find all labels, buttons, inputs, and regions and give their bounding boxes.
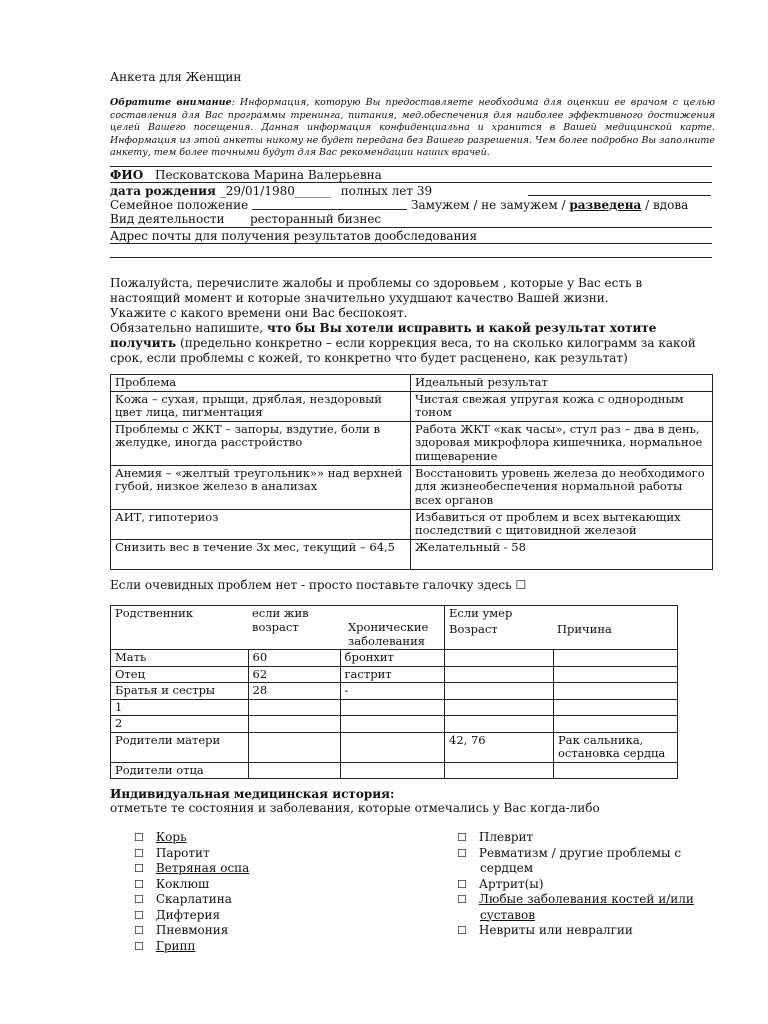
cause-cell[interactable] [554,650,678,667]
age-value[interactable]: 39 [416,184,433,198]
history-item[interactable] [134,830,249,846]
cause-cell[interactable] [554,683,678,700]
age-cell[interactable] [248,762,340,779]
intro-text: (предельно конкретно – если коррекция веса, то на сколько килограмм за какой [176,336,696,350]
family-underline [252,209,407,210]
history-label: Любые заболевания костей и/или [478,892,694,906]
table-row [111,421,713,465]
result-cell[interactable]: Избавиться от проблем и всех вытекающих последствий с щитовидной железой [411,509,713,539]
dead-age-cell[interactable] [445,716,554,733]
checkbox-icon[interactable]: ☐ [457,877,467,891]
dead-age-cell[interactable] [445,762,554,779]
intro-bold: что бы Вы хотели исправить и какой результат хотите [266,321,657,335]
dead-age-cell[interactable] [445,666,554,683]
checkbox-icon[interactable]: ☐ [134,862,144,875]
problem-cell[interactable]: Снизить вес в течение 3х мес, текущий – 64,5 [111,539,411,569]
result-cell[interactable]: Чистая свежая упругая кожа с однородным тоном [411,391,713,421]
dead-age-cell[interactable] [445,699,554,716]
history-label: Коклюш [155,876,210,891]
header-age: возраст [252,619,299,634]
history-list-right [457,830,694,939]
problem-cell[interactable]: Анемия – «желтый треугольник»» над верхней губой, низкое железо в анализах [111,465,411,509]
result-cell[interactable]: Желательный - 58 [411,539,713,569]
checkbox-icon[interactable]: ☐ [134,846,144,860]
relative-cell: 2 [111,716,249,733]
result-cell[interactable]: Восстановить уровень железа до необходимого для жизнеобеспечения нормальной работы всех органов [411,465,713,509]
checkbox-icon[interactable]: ☐ [134,939,144,953]
table-row [111,539,713,569]
age-cell[interactable]: 62 [248,666,340,683]
table-row [111,699,678,716]
table-row [111,465,713,509]
chronic-cell[interactable] [340,762,444,779]
checkbox-icon[interactable]: ☐ [134,908,144,922]
intro-line: Укажите с какого времени они Вас беспокоят. [110,306,408,320]
history-label: сердцем [480,861,534,875]
checkbox-icon[interactable]: ☐ [457,831,467,844]
dob-row [110,184,432,198]
history-title [110,787,394,801]
fio-row [110,168,382,182]
checkbox-icon[interactable]: ☐ [134,893,144,906]
divider [110,243,712,244]
history-item[interactable] [134,846,249,862]
header-alive-group [248,606,445,650]
checkbox-icon[interactable]: ☐ [457,893,467,906]
checkbox-icon[interactable]: ☐ [134,924,144,937]
age-cell[interactable] [248,716,340,733]
chronic-cell[interactable]: бронхит [340,650,444,667]
age-cell[interactable]: 60 [248,650,340,667]
checkbox-icon[interactable]: ☐ [457,846,467,860]
history-label: Грипп [155,938,196,953]
history-label: суставов [480,907,536,922]
no-problems-checkbox-line[interactable]: Если очевидных проблем нет - просто поставьте галочку здесь ☐ [110,578,527,592]
table-row [111,683,678,700]
header-alive-age [248,606,344,649]
history-label: Невриты или невралгии [478,923,633,937]
form-title: Анкета для Женщин [110,70,242,84]
table-header-row [111,606,678,650]
problems-table [110,374,713,570]
table-row [111,716,678,733]
result-cell[interactable]: Работа ЖКТ «как часы», стул раз – два в день, здоровая микрофлора кишечника, нормальное пищеварение [411,421,713,465]
history-item[interactable] [457,892,694,908]
header-chronic: Хронические заболевания [348,620,429,648]
cause-cell[interactable] [554,666,678,683]
dead-age-cell[interactable] [445,650,554,667]
intro-line [110,336,696,351]
header-dead-group [445,606,678,650]
family-label: Семейное положение [110,198,249,212]
history-label: Ветряная оспа [155,861,250,875]
intro-bold: получить [110,336,177,350]
dob-value[interactable]: _29/01/1980______ [219,184,331,198]
history-item[interactable] [134,908,249,924]
history-list-left [134,830,249,954]
notice-lead: Обратите внимание [110,97,232,108]
history-item[interactable] [457,877,694,893]
family-option-married[interactable]: Замужем / не замужем / [411,198,566,212]
problem-cell[interactable]: Проблемы с ЖКТ – запоры, вздутие, боли в желудке, иногда расстройство [111,421,411,465]
history-item[interactable] [134,923,249,939]
table-row [111,509,713,539]
table-header-row [111,375,713,392]
history-subtitle: отметьте те состояния и заболевания, которые отмечались у Вас когда-либо [110,801,600,815]
checkbox-icon[interactable]: ☐ [457,924,467,937]
history-label: Пневмония [155,923,229,937]
history-label: Дифтерия [155,907,221,922]
history-label: Скарлатина [155,892,232,906]
relative-cell: 1 [111,699,249,716]
table-row [111,762,678,779]
chronic-cell[interactable] [340,699,444,716]
history-item[interactable] [134,861,249,877]
history-label: Артрит(ы) [478,876,544,891]
problem-cell[interactable]: АИТ, гипотериоз [111,509,411,539]
intro-text: Обязательно напишите, [110,321,267,335]
relative-cell: Братья и сестры [111,683,249,700]
cause-cell[interactable]: Рак сальника, остановка сердца [554,732,678,762]
chronic-cell[interactable] [340,732,444,762]
relative-cell: Родители отца [111,762,249,779]
table-row [111,732,678,762]
chronic-cell[interactable]: гастрит [340,666,444,683]
header-dead: Если умер [449,606,513,620]
history-title-text: Индивидуальная медицинская история: [110,787,395,801]
table-row [111,650,678,667]
intro-line: настоящий момент и которые значительно ухудшают качество Вашей жизни. [110,291,609,305]
intro-line: срок, если проблемы с кожей, то конкретно что будет расценено, как результат) [110,351,628,365]
divider [110,182,712,183]
family-history-table [110,605,678,779]
intro-line [110,321,696,336]
header-cause: Причина [557,621,612,636]
occupation-label: Вид деятельности [110,212,225,226]
fio-value[interactable]: Песковатскова Марина Валерьевна [155,168,382,182]
age-label: полных лет [340,184,414,198]
notice-text [110,97,715,160]
chronic-cell[interactable] [340,716,444,733]
relative-cell: Мать [111,650,249,667]
family-option-widow[interactable]: / вдова [645,198,689,212]
age-cell[interactable] [248,732,340,762]
family-options [411,198,688,212]
header-result: Идеальный результат [411,375,713,392]
history-label: Корь [155,830,187,844]
header-dead-age: Возраст [449,621,498,636]
table-row [111,391,713,421]
notice-body: : Информация, которую Вы предоставляете необходима для оценкии ее врачом с целью составления для Вас программы тренинга, питания, мед.обеспечения для наиболее эффективного достижения целей Вашего посещения. Данная информация конфиденциальна и хранится в Вашей медицинской карте. Информация из этой анкеты никому не будет передана без Вашего разрешения. Чем более подробно Вы заполните анкету, тем более точными будут для Вас рекомендации наших врачей. [110,97,715,158]
divider [110,227,712,228]
header-relative: Родственник [111,606,249,650]
age-cell[interactable]: 28 [248,683,340,700]
header-alive: если жив [252,606,309,620]
history-item[interactable] [134,892,249,908]
dob-label: дата рождения [110,184,216,198]
cause-cell[interactable] [554,699,678,716]
history-item[interactable] [134,939,249,955]
table-row [111,666,678,683]
chronic-cell[interactable]: - [340,683,444,700]
complaints-intro [110,276,696,366]
dead-age-cell[interactable]: 42, 76 [445,732,554,762]
relative-cell: Отец [111,666,249,683]
relative-cell: Родители матери [111,732,249,762]
email-line[interactable] [110,257,712,258]
history-label: Ревматизм / другие проблемы с [478,845,682,860]
cause-cell[interactable] [554,716,678,733]
email-label: Адрес почты для получения результатов дообследования [110,229,478,243]
history-item-continued [457,908,694,924]
history-item[interactable] [457,923,694,939]
age-underline [528,195,711,196]
intro-line: Пожалуйста, перечислите жалобы и проблемы со здоровьем , которые у Вас есть в [110,276,643,290]
cause-cell[interactable] [554,762,678,779]
history-item[interactable] [134,877,249,893]
history-item[interactable] [457,830,694,846]
checkbox-icon[interactable]: ☐ [134,831,144,844]
occupation-value[interactable]: ресторанный бизнес [250,212,382,226]
checkbox-icon[interactable]: ☐ [134,877,144,891]
history-item-continued [457,861,694,877]
problem-cell[interactable]: Кожа – сухая, прыщи, дряблая, нездоровый цвет лица, пигментация [111,391,411,421]
header-problem: Проблема [111,375,411,392]
dead-age-cell[interactable] [445,683,554,700]
age-cell[interactable] [248,699,340,716]
family-option-divorced[interactable]: разведена [569,198,642,212]
history-item[interactable] [457,846,694,862]
divider [110,166,712,167]
fio-label: ФИО [110,168,144,182]
history-label: Плеврит [478,830,534,844]
history-label: Паротит [155,845,210,860]
